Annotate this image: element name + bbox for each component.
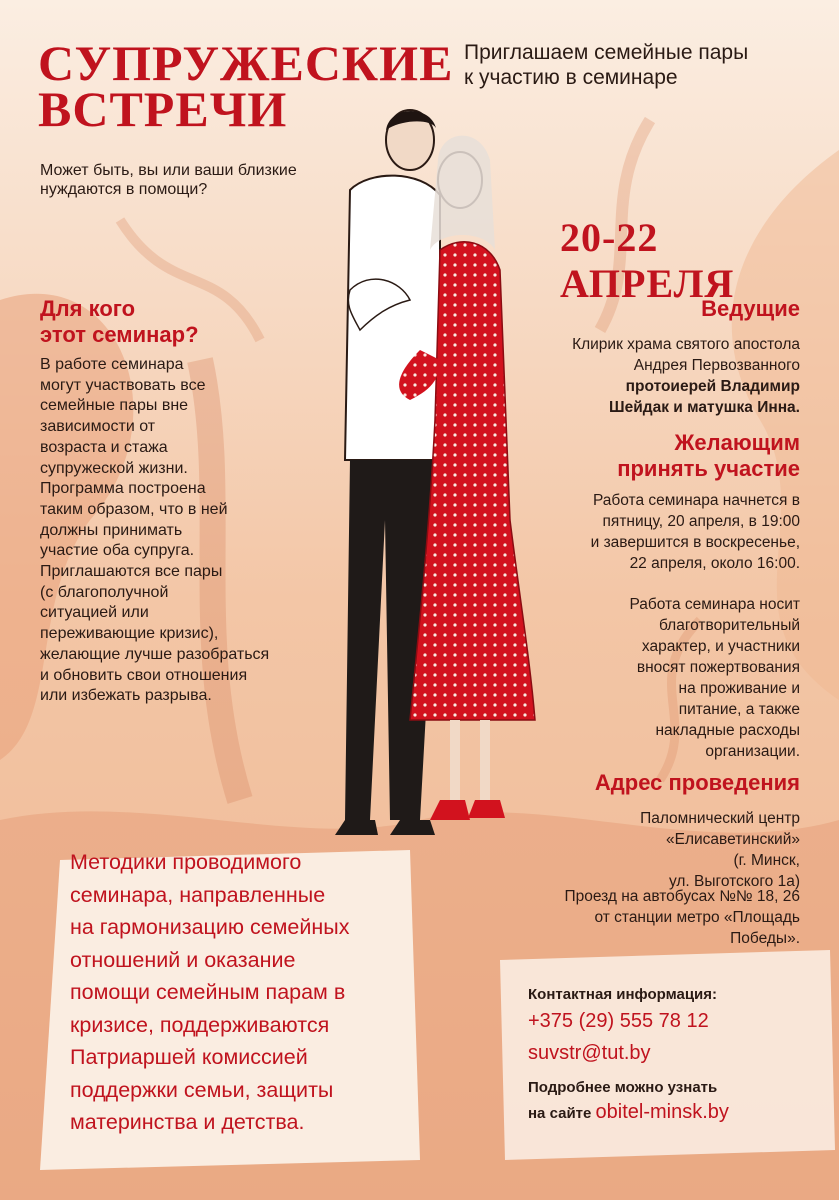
methods-line: на гармонизацию семейных [70, 915, 350, 939]
charity-line: организации. [705, 743, 800, 760]
schedule-line: пятницу, 20 апреля, в 19:00 [602, 513, 800, 530]
for-whom-line: таким образом, что в ней [40, 500, 228, 518]
for-whom-line: желающие лучше разобраться [40, 645, 270, 663]
for-whom-line: переживающие кризис), [40, 625, 219, 643]
schedule-text [520, 490, 800, 574]
participation-heading-2: принять участие [617, 456, 800, 481]
for-whom-body [40, 355, 290, 707]
charity-line: Работа семинара носит [629, 596, 800, 613]
charity-line: благотворительный [658, 617, 800, 634]
transport-line: Проезд на автобусах №№ 18, 26 [564, 888, 800, 905]
for-whom-line: В работе семинара [40, 356, 184, 373]
website-link: obitel-minsk.by [595, 1101, 729, 1123]
for-whom-heading-2: этот семинар? [40, 322, 199, 347]
for-whom-line: могут участвовать все [40, 376, 206, 394]
schedule-line: 22 апреля, около 16:00. [629, 555, 800, 572]
contact-email: suvstr@tut.by [528, 1042, 651, 1064]
charity-line: характер, и участники [641, 638, 800, 655]
title-line-1: СУПРУЖЕСКИЕ [38, 35, 454, 91]
methods-line: поддержки семьи, защиты [70, 1077, 334, 1102]
participation-heading [560, 430, 800, 482]
question-text [40, 161, 340, 199]
for-whom-heading [40, 296, 280, 348]
invite-text [464, 40, 824, 90]
for-whom-line: или избежать разрыва. [40, 687, 212, 705]
title-line-2: ВСТРЕЧИ [38, 81, 288, 137]
methods-text [70, 846, 400, 1139]
question-line-1: Может быть, вы или ваши близкие [40, 162, 297, 179]
for-whom-line: возраста и стажа [40, 438, 168, 456]
methods-line: Патриаршей комиссией [70, 1045, 308, 1069]
transport-line: Победы». [730, 930, 800, 947]
charity-line: вносят пожертвования [636, 659, 800, 676]
for-whom-line: супружеской жизни. [40, 459, 188, 477]
methods-line: Методики проводимого [70, 850, 302, 874]
methods-line: помощи семейным парам в [70, 980, 346, 1004]
for-whom-line: (с благополучной [40, 583, 169, 601]
participation-heading-1: Желающим [674, 430, 800, 455]
for-whom-line: участие оба супруга. [40, 542, 195, 560]
contact-phone: +375 (29) 555 78 12 [528, 1010, 709, 1032]
hosts-heading: Ведущие [701, 296, 800, 321]
for-whom-line: Приглашаются все пары [40, 563, 223, 581]
charity-line: накладные расходы [655, 722, 800, 739]
for-whom-line: должны принимать [40, 521, 183, 539]
event-date: 20-22 АПРЕЛЯ [560, 215, 735, 306]
for-whom-line: семейные пары вне [40, 397, 189, 415]
methods-line: семинара, направленные [70, 882, 326, 907]
address-line: (г. Минск, [733, 852, 800, 869]
charity-line: на проживание и [678, 680, 800, 697]
address-heading: Адрес проведения [594, 770, 800, 795]
couple-illustration [290, 100, 550, 850]
methods-line: отношений и оказание [70, 947, 296, 972]
address-line: Паломнический центр [640, 810, 800, 827]
for-whom-heading-1: Для кого [40, 296, 136, 321]
more-info-line-1: Подробнее можно узнать [528, 1079, 718, 1096]
for-whom-line: Программа построена [40, 480, 206, 498]
methods-line: кризисе, поддерживаются [70, 1012, 330, 1037]
methods-line: материнства и детства. [70, 1110, 305, 1134]
hosts-line-2: Андрея Первозванного [633, 357, 800, 374]
for-whom-line: и обновить свои отношения [40, 666, 248, 684]
transport-text [520, 886, 800, 949]
for-whom-line: ситуацией или [40, 604, 149, 622]
hosts-names-2: Шейдак и матушка Инна. [609, 399, 800, 416]
hosts-line-1: Клирик храма святого апостола [572, 336, 800, 353]
invite-line-2: к участию в семинаре [464, 66, 678, 89]
contacts-label: Контактная информация: [528, 986, 718, 1003]
transport-line: от станции метро «Площадь [594, 909, 800, 926]
invite-line-1: Приглашаем семейные пары [464, 41, 749, 64]
title [38, 35, 458, 137]
for-whom-line: зависимости от [40, 418, 156, 436]
more-info-prefix: на сайте [528, 1105, 592, 1122]
schedule-line: и завершится в воскресенье, [590, 534, 800, 551]
more-info [528, 1076, 818, 1126]
question-line-2: нуждаются в помощи? [40, 181, 208, 198]
hosts-names-1: протоиерей Владимир [625, 378, 800, 395]
schedule-line: Работа семинара начнется в [592, 492, 800, 509]
charity-line: питание, а также [678, 701, 800, 718]
address-line: «Елисаветинский» [666, 831, 800, 848]
hosts-body [500, 334, 800, 418]
address-line: ул. Выготского 1а) [668, 873, 800, 890]
address-text [560, 808, 800, 892]
charity-text [560, 594, 800, 762]
